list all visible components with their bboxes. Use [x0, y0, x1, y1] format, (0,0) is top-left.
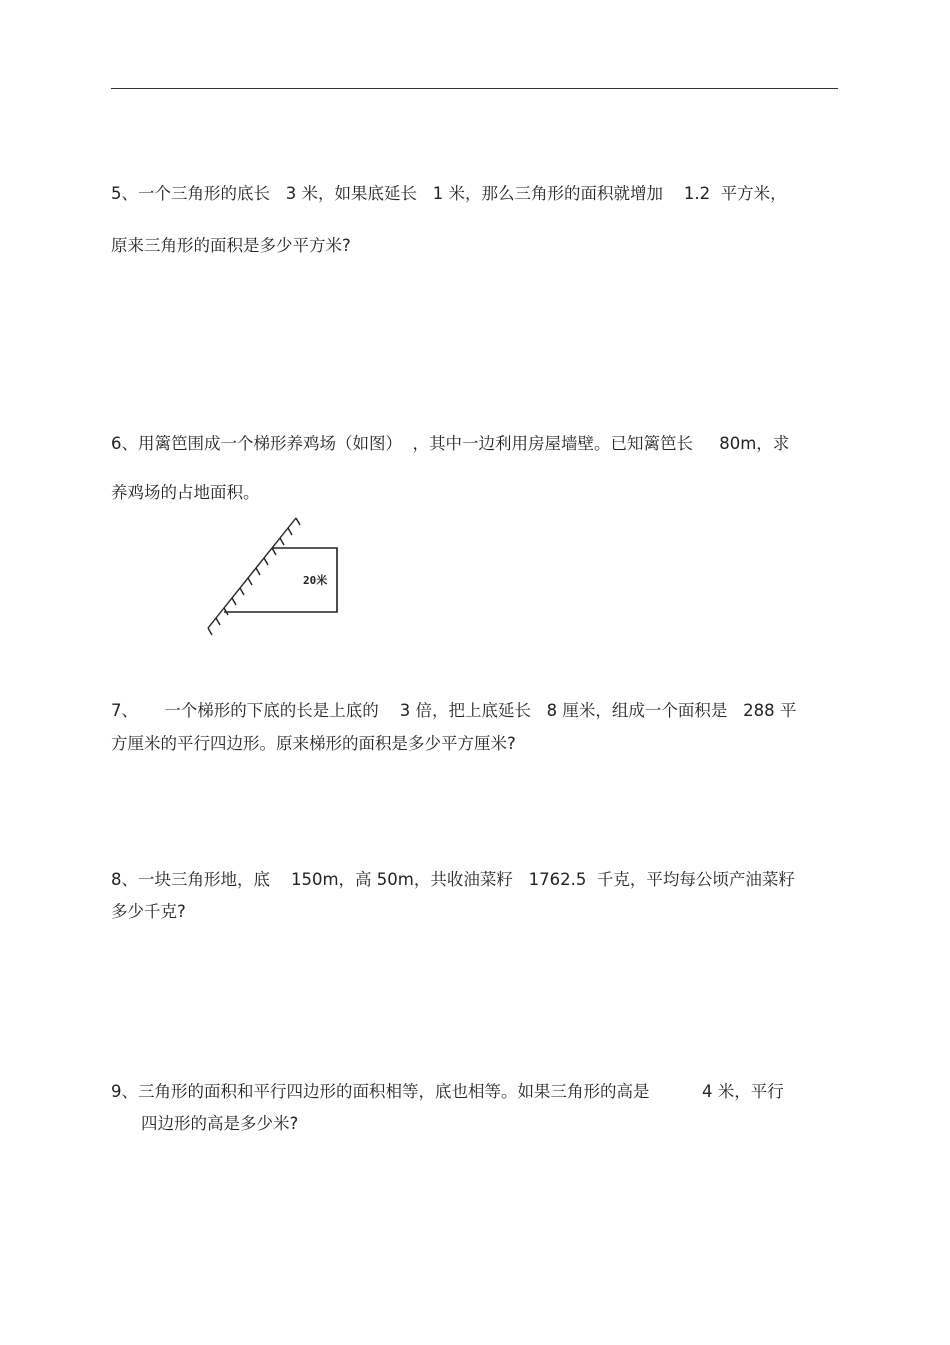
question-8-line-1: 8、一块三角形地，底 150m，高 50m，共收油菜籽 1762.5 千克，平均每公顷产油菜籽 [111, 870, 795, 889]
question-5-line-1: 5、一个三角形的底长 3 米，如果底延长 1 米，那么三角形的面积就增加 1.2 平方米， [111, 184, 787, 203]
question-9-line-1: 9、三角形的面积和平行四边形的面积相等，底也相等。如果三角形的高是 4 米，平行 [111, 1082, 784, 1101]
height-label: 20米 [303, 574, 328, 587]
question-6-line-1: 6、用篱笆围成一个梯形养鸡场（如图） ，其中一边利用房屋墙壁。已知篱笆长 80m，求 [111, 434, 790, 453]
question-6-line-2: 养鸡场的占地面积。 [111, 483, 260, 502]
question-5-line-2: 原来三角形的面积是多少平方米? [111, 236, 351, 255]
wall-hatching [208, 518, 300, 635]
question-7-line-1: 7、 一个梯形的下底的长是上底的 3 倍，把上底延长 8 厘米，组成一个面积是 288 平 [111, 701, 797, 720]
question-9-line-2: 四边形的高是多少米? [141, 1114, 299, 1133]
question-7-line-2: 方厘米的平行四边形。原来梯形的面积是多少平方厘米? [111, 734, 516, 753]
header-rule [111, 88, 838, 89]
trapezoid-figure [200, 512, 350, 637]
question-8-line-2: 多少千克? [111, 902, 186, 921]
